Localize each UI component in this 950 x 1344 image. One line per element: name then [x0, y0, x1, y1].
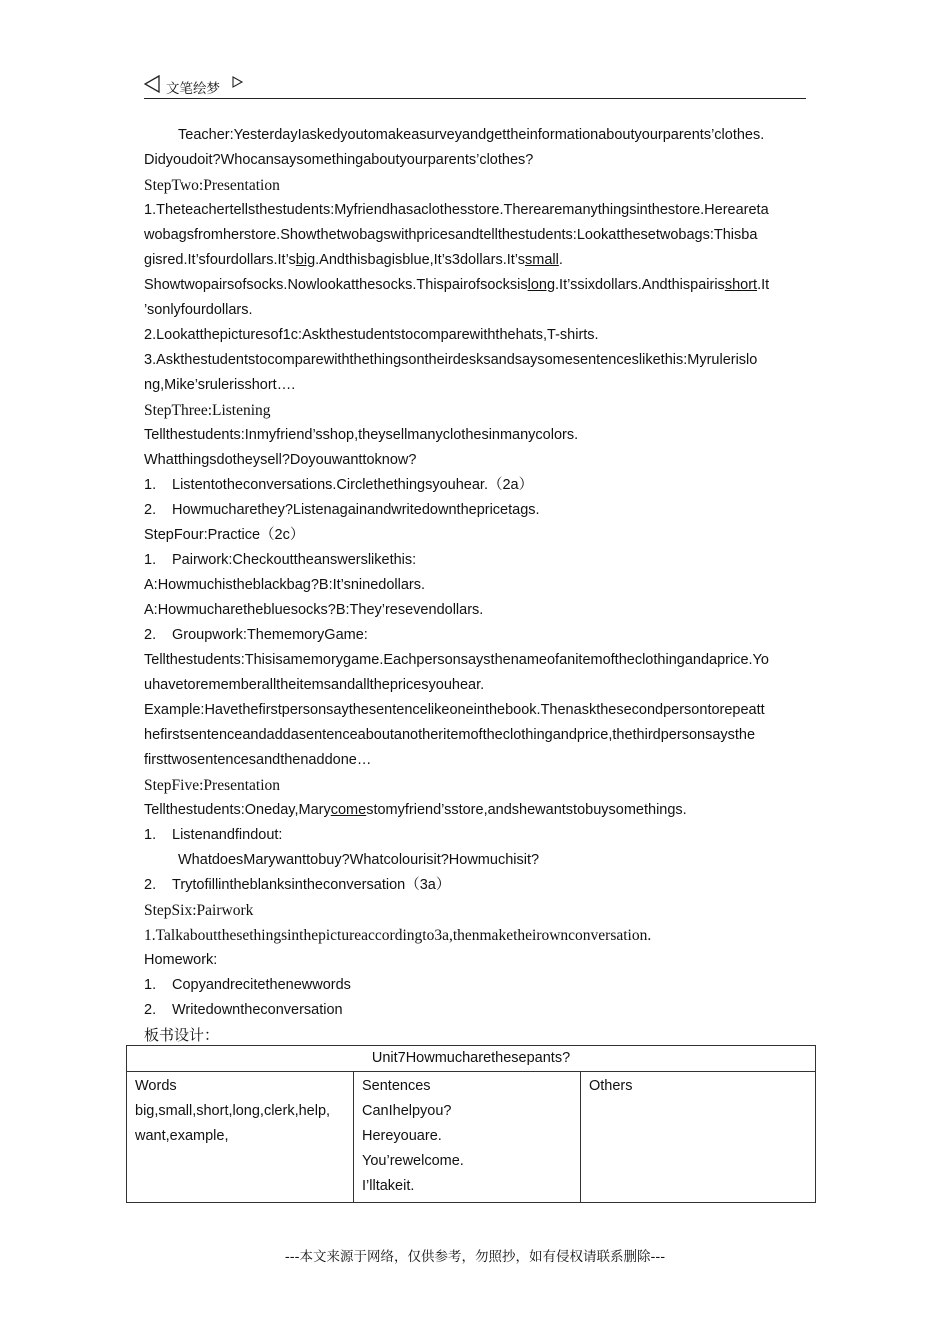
text-line — [144, 198, 806, 223]
text-line — [144, 248, 806, 273]
sentences-heading: Sentences — [362, 1078, 431, 1094]
line-text: Listenandfindout: — [172, 827, 283, 843]
list-number: 1. — [144, 977, 157, 993]
line-text: Pairwork:Checkouttheanswerslikethis: — [172, 552, 417, 568]
sentence-item: CanIhelpyou? — [362, 1103, 452, 1119]
text-fragment: gisred.It’sfourdollars.It’s — [144, 252, 296, 268]
line-text: A:Howmucharethebluesocks?B:They’resevendollars. — [144, 602, 484, 618]
board-title: Unit7Howmucharethesepants? — [127, 1046, 816, 1072]
line-text: Tellthestudents:Thisisamemorygame.Eachpersonsaysthenameofanitemoftheclothingandaprice.Yo — [144, 652, 769, 668]
right-triangle-icon — [232, 76, 244, 88]
line-text: A:Howmuchistheblackbag?B:It’sninedollars. — [144, 577, 426, 593]
list-number: 1. — [144, 477, 157, 493]
text-fragment: . — [558, 252, 563, 268]
words-heading: Words — [135, 1078, 177, 1094]
list-number: 2. — [144, 877, 157, 893]
text-fragment: Tellthestudents:Oneday,Mary — [144, 802, 331, 818]
line-text: Trytofillintheblanksintheconversation（3a） — [172, 877, 451, 893]
line-text: 1.Talkaboutthesethingsinthepictureaccordingto3a,thenmaketheirownconversation. — [144, 927, 652, 944]
list-number: 1. — [144, 552, 157, 568]
lesson-content — [144, 123, 806, 1048]
words-item: big,small,short,long,clerk,help, — [135, 1103, 331, 1119]
text-line — [144, 273, 806, 298]
text-line — [144, 323, 806, 348]
text-line — [144, 423, 806, 448]
page-header — [144, 72, 806, 99]
line-text: Groupwork:ThememoryGame: — [172, 627, 368, 643]
text-line — [144, 523, 806, 548]
text-line — [144, 923, 806, 948]
text-line — [144, 173, 806, 198]
list-number: 1. — [144, 827, 157, 843]
text-line — [144, 798, 806, 823]
text-line — [144, 598, 806, 623]
line-text: firsttwosentencesandthenaddone… — [144, 752, 372, 768]
text-line — [144, 823, 806, 848]
line-text: Example:Havethefirstpersonsaythesentencelikeoneinthebook.Thenaskthesecondpersontorepeatt — [144, 702, 765, 718]
line-text: 3.Askthestudentstocomparewiththethingsontheirdesksandsaysomesentenceslikethis:Myrulerislo — [144, 352, 758, 368]
line-text: StepFive:Presentation — [144, 777, 281, 794]
text-line — [144, 948, 806, 973]
line-text: StepFour:Practice（2c） — [144, 527, 305, 543]
text-line — [144, 773, 806, 798]
list-number: 2. — [144, 627, 157, 643]
text-line — [144, 473, 806, 498]
left-triangle-icon — [144, 75, 160, 93]
line-text: StepSix:Pairwork — [144, 902, 254, 919]
brand-text: 文笔绘梦 — [166, 81, 220, 97]
line-text: Homework: — [144, 952, 218, 968]
text-line — [144, 648, 806, 673]
text-fragment: .Andthisbagisblue,It’s3dollars.It’s — [315, 252, 525, 268]
others-cell — [581, 1072, 816, 1203]
text-line — [144, 623, 806, 648]
line-text: Teacher:YesterdayIaskedyoutomakeasurveyandgettheinformationaboutyourparents’clothes. — [178, 127, 765, 143]
text-line — [144, 898, 806, 923]
text-line — [144, 373, 806, 398]
text-line — [144, 873, 806, 898]
text-line — [144, 498, 806, 523]
text-line — [144, 573, 806, 598]
text-line — [144, 698, 806, 723]
sentence-item: I’lltakeit. — [362, 1178, 415, 1194]
line-text: ng,Mike’srulerisshort…. — [144, 377, 296, 393]
text-fragment: .It’ssixdollars.Andthispairis — [555, 277, 725, 293]
text-line — [144, 148, 806, 173]
line-text: 板书设计： — [144, 1026, 220, 1044]
underlined-word: big — [295, 252, 316, 268]
line-text: 1.Theteachertellsthestudents:Myfriendhasaclothesstore.Therearemanythingsinthestore.Hereareta — [144, 202, 769, 218]
text-line — [144, 748, 806, 773]
line-text: uhavetorememberalltheitemsandallthepricesyouhear. — [144, 677, 485, 693]
text-line — [144, 223, 806, 248]
text-line — [144, 448, 806, 473]
line-text: Copyandrecitethenewwords — [172, 977, 351, 993]
text-fragment: Showtwopairsofsocks.Nowlookatthesocks.Thispairofsocksis — [144, 277, 528, 293]
text-line — [144, 123, 806, 148]
line-text: StepTwo:Presentation — [144, 177, 280, 194]
text-line — [144, 723, 806, 748]
line-text: Didyoudoit?Whocansaysomethingaboutyourparents’clothes? — [144, 152, 534, 168]
line-text: Tellthestudents:Inmyfriend’sshop,theysellmanyclothesinmanycolors. — [144, 427, 579, 443]
text-line — [144, 848, 806, 873]
sentence-item: You’rewelcome. — [362, 1153, 464, 1169]
footer-disclaimer: ---本文来源于网络，仅供参考，勿照抄，如有侵权请联系删除--- — [284, 1249, 666, 1265]
sentences-cell — [354, 1072, 581, 1203]
underlined-word: come — [330, 802, 367, 818]
line-text: Whatthingsdotheysell?Doyouwanttoknow? — [144, 452, 417, 468]
sentence-item: Hereyouare. — [362, 1128, 442, 1144]
list-number: 2. — [144, 502, 157, 518]
underlined-word: short — [724, 277, 758, 293]
text-line — [144, 973, 806, 998]
text-line — [144, 398, 806, 423]
line-text: ’sonlyfourdollars. — [144, 302, 253, 318]
line-text: Writedowntheconversation — [172, 1002, 343, 1018]
underlined-word: small — [525, 252, 559, 268]
line-text: WhatdoesMarywanttobuy?Whatcolourisit?Howmuchisit? — [178, 852, 540, 868]
text-line — [144, 673, 806, 698]
line-text: Listentotheconversations.Circlethethingsyouhear.（2a） — [172, 477, 534, 493]
line-text: 2.Lookatthepicturesof1c:Askthestudentstocomparewiththehats,T-shirts. — [144, 327, 599, 343]
others-heading: Others — [589, 1078, 633, 1094]
line-text: StepThree:Listening — [144, 402, 271, 419]
line-text: wobagsfromherstore.Showthetwobagswithpricesandtellthestudents:Lookatthesetwobags:Thisba — [144, 227, 758, 243]
words-item: want,example, — [135, 1128, 229, 1144]
text-fragment: .It — [757, 277, 770, 293]
words-cell — [127, 1072, 354, 1203]
line-text: hefirstsentenceandaddasentenceaboutanotheritemoftheclothingandprice,thethirdpersonsaysthe — [144, 727, 756, 743]
text-line — [144, 298, 806, 323]
underlined-word: long — [527, 277, 556, 293]
text-line — [144, 998, 806, 1023]
text-line — [144, 548, 806, 573]
text-line — [144, 348, 806, 373]
list-number: 2. — [144, 1002, 157, 1018]
line-text: Howmucharethey?Listenagainandwritedownthepricetags. — [172, 502, 540, 518]
text-fragment: stomyfriend’sstore,andshewantstobuysomethings. — [366, 802, 687, 818]
blackboard-design-table — [126, 1045, 816, 1203]
